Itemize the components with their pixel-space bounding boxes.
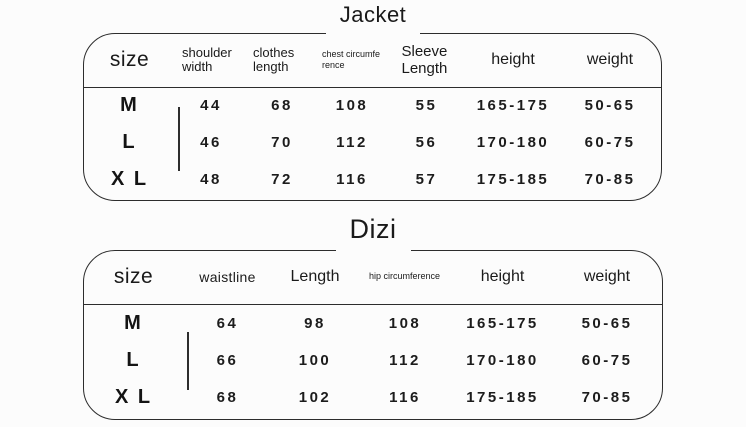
cell-size: M bbox=[124, 311, 143, 334]
cell-shoulder-width: 46 bbox=[200, 134, 222, 151]
cell-weight: 50-65 bbox=[581, 314, 633, 332]
size-column-divider bbox=[187, 332, 189, 390]
jacket-size-table bbox=[83, 33, 662, 201]
cell-height: 175-185 bbox=[476, 170, 550, 188]
cell-hip-circumference: 108 bbox=[388, 314, 422, 332]
dizi-row-xl bbox=[84, 379, 662, 416]
dizi-header-weight: weight bbox=[583, 268, 631, 286]
cell-sleeve-length: 57 bbox=[415, 170, 438, 188]
cell-weight: 70-85 bbox=[581, 389, 633, 407]
cell-height: 170-180 bbox=[476, 134, 550, 151]
cell-shoulder-width: 44 bbox=[200, 97, 222, 115]
dizi-header-waistline: waistline bbox=[199, 269, 256, 286]
dizi-header-length: Length bbox=[290, 268, 340, 286]
cell-size: M bbox=[120, 94, 139, 117]
cell-weight: 60-75 bbox=[581, 351, 633, 369]
jacket-header-chest-circumference: chest circumference bbox=[322, 48, 381, 71]
size-column-divider bbox=[178, 107, 180, 171]
jacket-header-shoulder-width: shoulder width bbox=[182, 44, 232, 75]
dizi-size-table bbox=[83, 250, 663, 420]
jacket-table-title bbox=[0, 2, 746, 37]
dizi-header-size: size bbox=[113, 265, 154, 289]
cell-weight: 50-65 bbox=[584, 97, 636, 115]
cell-clothes-length: 72 bbox=[271, 170, 293, 188]
cell-size: L bbox=[126, 348, 141, 371]
cell-weight: 60-75 bbox=[584, 134, 636, 151]
jacket-row-l bbox=[84, 124, 661, 161]
cell-chest-circumference: 112 bbox=[336, 134, 368, 151]
jacket-header-height: height bbox=[491, 51, 535, 69]
jacket-header-row bbox=[84, 34, 661, 88]
dizi-table-title bbox=[0, 214, 746, 254]
cell-waistline: 66 bbox=[216, 351, 239, 369]
jacket-title-text: Jacket bbox=[326, 2, 421, 37]
jacket-row-xl bbox=[84, 161, 661, 198]
jacket-header-weight: weight bbox=[586, 51, 634, 69]
dizi-table-body bbox=[84, 305, 662, 419]
cell-sleeve-length: 55 bbox=[415, 97, 438, 115]
cell-size: X L bbox=[110, 167, 149, 190]
cell-sleeve-length: 56 bbox=[415, 134, 438, 151]
dizi-header-row bbox=[84, 251, 662, 305]
jacket-row-m bbox=[84, 88, 661, 125]
dizi-title-text: Dizi bbox=[336, 214, 411, 254]
cell-height: 165-175 bbox=[476, 97, 550, 115]
cell-clothes-length: 70 bbox=[271, 134, 293, 151]
jacket-header-sleeve-length: Sleeve Length bbox=[401, 43, 448, 78]
cell-length: 102 bbox=[298, 389, 332, 407]
cell-clothes-length: 68 bbox=[271, 97, 293, 115]
cell-hip-circumference: 112 bbox=[389, 351, 421, 369]
jacket-table-body bbox=[84, 88, 661, 200]
cell-size: L bbox=[122, 131, 137, 153]
cell-length: 100 bbox=[298, 351, 332, 369]
jacket-header-clothes-length: clothes length bbox=[253, 44, 295, 75]
cell-length: 98 bbox=[304, 314, 326, 332]
cell-height: 175-185 bbox=[466, 389, 539, 407]
dizi-row-l bbox=[84, 342, 662, 379]
cell-height: 165-175 bbox=[466, 314, 539, 332]
dizi-header-height: height bbox=[480, 268, 525, 286]
cell-waistline: 64 bbox=[216, 314, 239, 332]
dizi-row-m bbox=[84, 305, 662, 342]
cell-waistline: 68 bbox=[216, 389, 239, 407]
cell-chest-circumference: 116 bbox=[336, 170, 368, 188]
cell-size: X L bbox=[114, 386, 153, 409]
cell-height: 170-180 bbox=[466, 351, 539, 369]
dizi-header-hip-circumference: hip circumference bbox=[369, 271, 441, 282]
cell-chest-circumference: 108 bbox=[335, 97, 369, 115]
cell-hip-circumference: 116 bbox=[389, 389, 421, 407]
jacket-header-size: size bbox=[109, 48, 150, 72]
cell-shoulder-width: 48 bbox=[200, 170, 222, 188]
cell-weight: 70-85 bbox=[584, 170, 636, 188]
